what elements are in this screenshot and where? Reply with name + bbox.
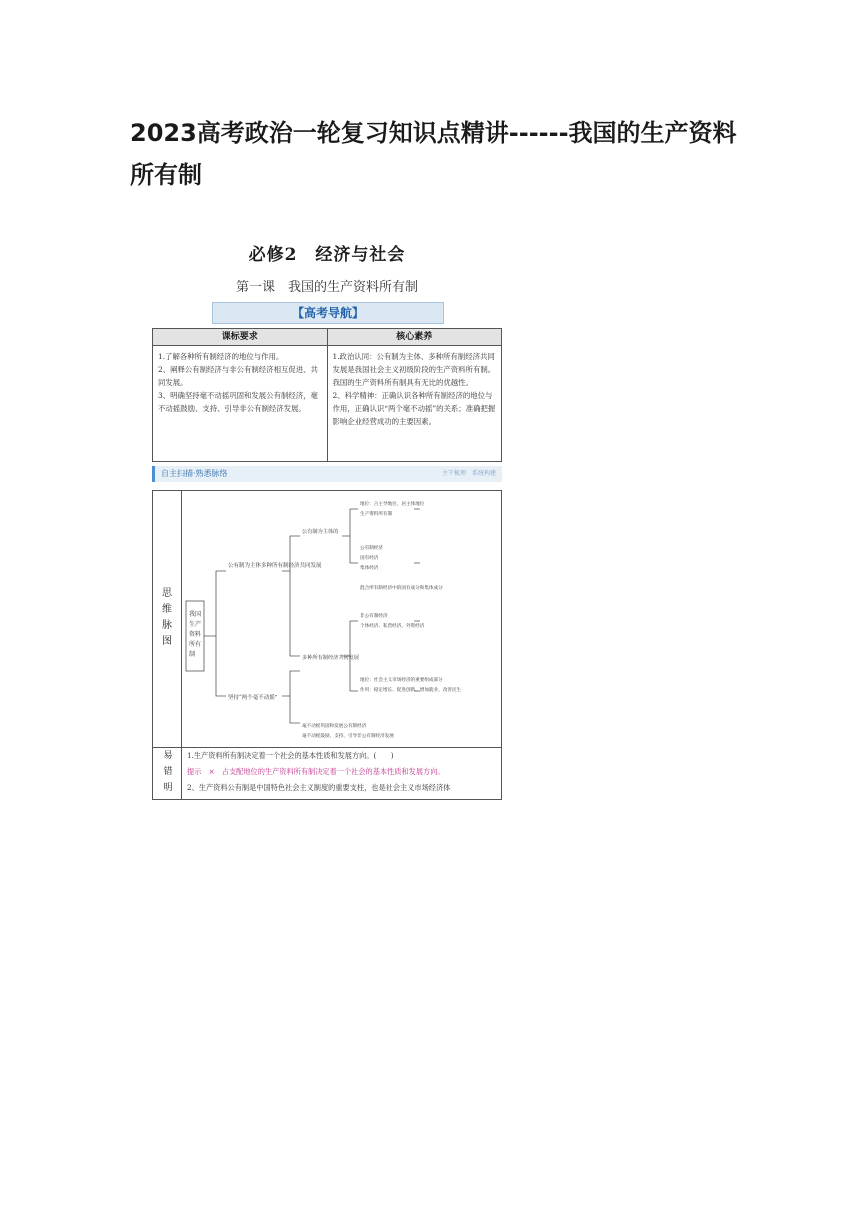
standard-item: 3、明确坚持毫不动摇巩固和发展公有制经济，毫不动摇鼓励、支持、引导非公有制经济发展。 xyxy=(158,391,318,413)
book-title: 必修2 经济与社会 xyxy=(248,245,406,265)
standards-column xyxy=(153,346,328,462)
document-title: 2023高考政治一轮复习知识点精讲------我国的生产资料所有制 xyxy=(130,119,737,189)
mind-map-diagram xyxy=(182,491,501,747)
node-9: 作用：稳定增长、促进创新、增加就业、改善民生 xyxy=(360,688,462,693)
errors-label-cell xyxy=(153,746,182,799)
node-public: 公有制为主体的 xyxy=(302,529,339,535)
literacy-item: 2、科学精神：正确认识各种所有制经济的地位与作用，正确认识“两个毫不动摇”的关系；准确把握影响企业经营成功的主要因素。 xyxy=(332,391,496,426)
literacy-column xyxy=(328,346,502,462)
standard-item: 1.了解各种所有制经济的地位与作用。 xyxy=(158,352,284,361)
errors-label: 易错明 xyxy=(163,751,173,793)
error-hint: 提示 × 占支配地位的生产资料所有制决定着一个社会的基本性质和发展方向。 xyxy=(187,767,445,776)
guide-banner: 【高考导航】 xyxy=(212,302,444,324)
node-private: 多种所有制经济共同发展 xyxy=(302,655,360,661)
node-5: 混合所有制经济中的国有成分和集体成分 xyxy=(360,586,443,591)
node-8: 地位：社会主义市场经济的重要组成部分 xyxy=(360,678,443,683)
mind-map-table xyxy=(152,490,502,748)
standard-item: 2、阐释公有制经济与非公有制经济相互促进、共同发展。 xyxy=(158,365,318,387)
node-1: 生产资料所有制 xyxy=(360,512,393,517)
self-banner-label: 自主扫描·熟悉脉络 xyxy=(161,469,228,478)
errors-table xyxy=(152,746,502,800)
lesson-title: 第一课 我国的生产资料所有制 xyxy=(235,280,418,295)
mind-map-label: 思维脉图 xyxy=(162,588,172,647)
mind-map xyxy=(182,491,501,747)
node-2: 公有制经济 xyxy=(360,546,383,551)
requirements-header xyxy=(153,329,501,346)
branch-two-unwavering: 坚持“两个毫不动摇” xyxy=(228,695,278,701)
error-item: 2、生产资料公有制是中国特色社会主义制度的重要支柱，也是社会主义市场经济体 xyxy=(187,783,451,792)
errors-content xyxy=(187,748,499,796)
header-standards: 课标要求 xyxy=(153,329,328,345)
header-literacy: 核心素养 xyxy=(396,332,433,342)
mind-map-label-cell xyxy=(153,491,182,747)
node-7: 个体经济、私营经济、外资经济 xyxy=(360,624,425,629)
node-3: 国有经济 xyxy=(360,556,379,561)
branch-public-main: 公有制为主体多种所有制经济共同发展 xyxy=(228,563,322,569)
node-0: 地位：占主导地位，居主体地位 xyxy=(360,502,425,507)
literacy-item: 1.政治认同：公有制为主体、多种所有制经济共同发展是我国社会主义初级阶段的生产资料所有制。我国的生产资料所有制具有无比的优越性。 xyxy=(332,352,496,387)
node-11: 毫不动摇鼓励、支持、引导非公有制经济发展 xyxy=(302,734,394,739)
node-6: 非公有制经济 xyxy=(360,614,388,619)
textbook-scan xyxy=(152,236,502,800)
self-scan-banner xyxy=(152,466,502,482)
root-node: 我国生产资料所有制 xyxy=(189,611,202,658)
requirements-table xyxy=(152,328,502,462)
self-banner-right: 主干梳理 系统构建 xyxy=(441,470,496,477)
node-10: 毫不动摇巩固和发展公有制经济 xyxy=(302,724,367,729)
node-4: 集体经济 xyxy=(360,566,379,571)
error-item: 1.生产资料所有制决定着一个社会的基本性质和发展方向。( ) xyxy=(187,751,394,760)
